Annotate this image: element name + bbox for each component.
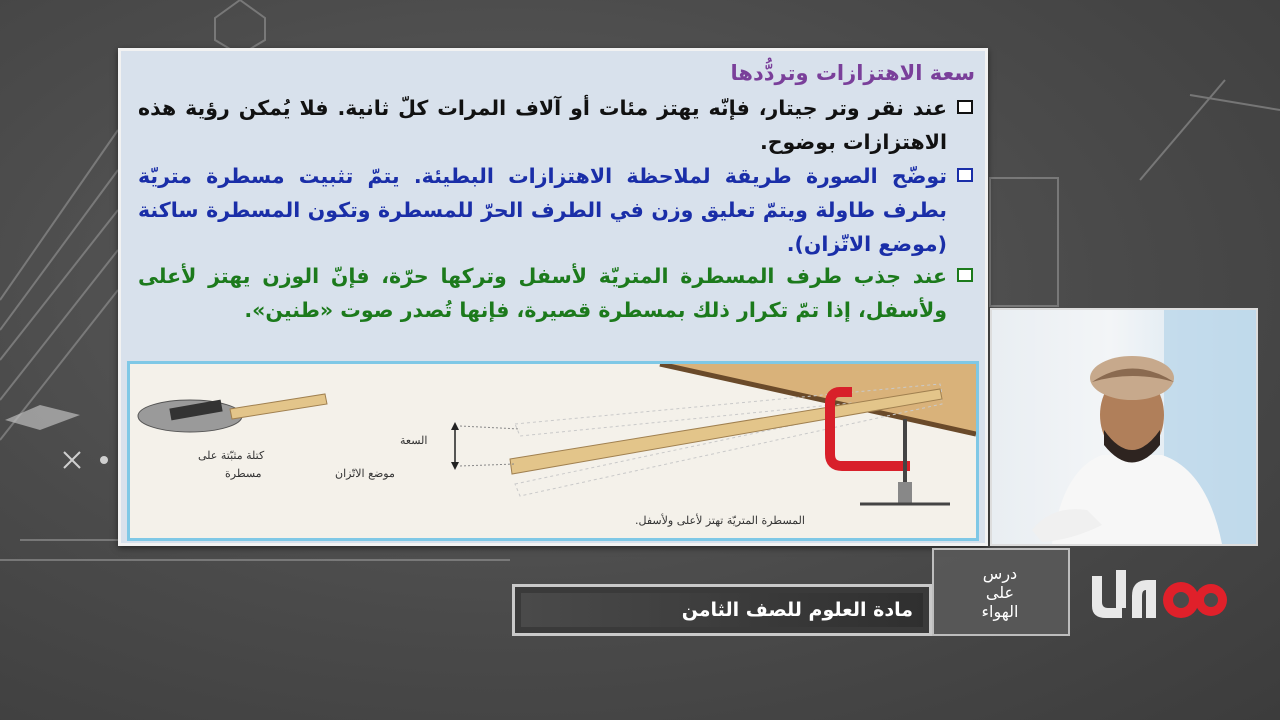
lesson-slide bbox=[118, 48, 988, 546]
checkbox-bullet-icon bbox=[957, 268, 973, 282]
program-name-line3: الهواء bbox=[981, 602, 1019, 621]
bullet-guitar-vibration bbox=[138, 91, 973, 159]
program-brand-box bbox=[932, 548, 1070, 636]
mass-label-2: مسطرة bbox=[225, 467, 262, 480]
bullet-ruler-vibration bbox=[138, 259, 973, 327]
subject-title: مادة العلوم للصف الثامن bbox=[521, 593, 923, 627]
subject-lower-third bbox=[512, 584, 932, 636]
checkbox-bullet-icon bbox=[957, 100, 973, 114]
equilibrium-label: موضع الاتّزان bbox=[335, 467, 395, 480]
bullet-text: عند جذب طرف المسطرة المتريّة لأسفل وتركها حرّة، فإنّ الوزن يهتز لأعلى ولأسفل، إذا تمّ تكرار ذلك بمسطرة قصيرة، فإنها تُصدر صوت «طنين». bbox=[138, 264, 947, 322]
bullet-text: عند نقر وتر جيتار، فإنّه يهتز مئات أو آلاف المرات كلّ ثانية. فلا يُمكن رؤية هذه الاهتزازات بوضوح. bbox=[138, 96, 947, 154]
bullet-text: توضّح الصورة طريقة لملاحظة الاهتزازات البطيئة. يتمّ تثبيت مسطرة متريّة بطرف طاولة ويتمّ تعليق وزن في الطرف الحرّ للمسطرة وتكون المسطرة ساكنة (موضع الاتّزان). bbox=[138, 164, 947, 256]
ruler-experiment-figure bbox=[127, 361, 979, 541]
slide-title: سعة الاهتزازات وتردُّدها bbox=[730, 61, 975, 85]
channel-logo-icon bbox=[1086, 566, 1231, 626]
program-name-line2: على bbox=[985, 583, 1015, 602]
presenter-illustration bbox=[992, 310, 1256, 544]
presenter-video bbox=[990, 308, 1258, 546]
checkbox-bullet-icon bbox=[957, 168, 973, 182]
mass-label: كتلة مثبّتة على bbox=[198, 449, 265, 462]
program-name-line1: درس bbox=[982, 564, 1018, 583]
amplitude-label: السعة bbox=[400, 434, 428, 447]
bullet-ruler-setup bbox=[138, 159, 973, 261]
program-name bbox=[964, 564, 1036, 621]
figure-caption: المسطرة المتريّة تهتز لأعلى ولأسفل. bbox=[635, 514, 805, 527]
